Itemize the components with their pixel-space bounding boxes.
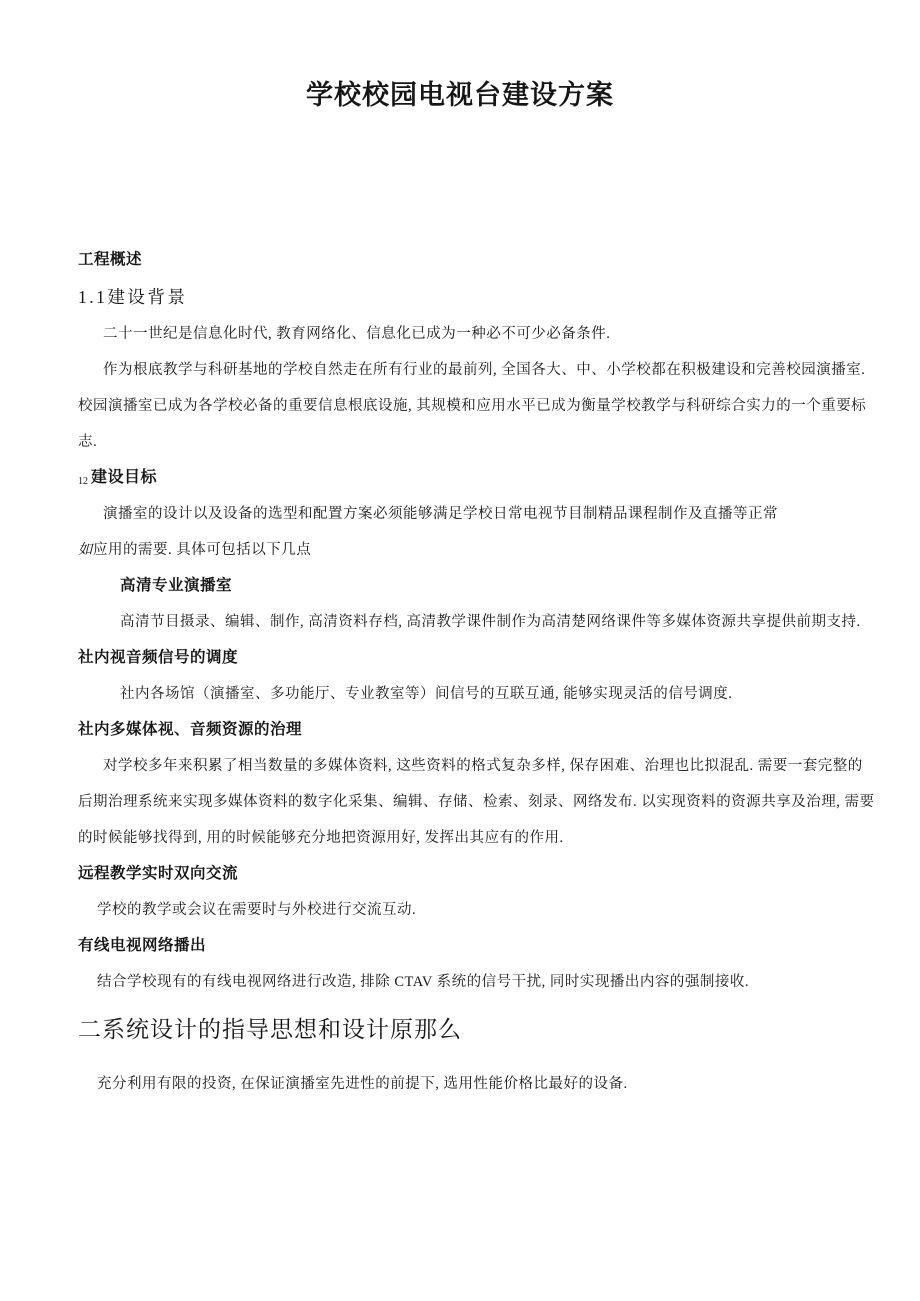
paragraph-remote-teaching: 学校的教学或会议在需要时与外校进行交流互动. bbox=[97, 902, 417, 918]
heading-remote-teaching: 远程教学实时双向交流 bbox=[78, 865, 239, 882]
paragraph-catv-broadcast: 结合学校现有的有线电视网络进行改造, 排除 CTAV 系统的信号干扰, 同时实现播出内容的强制接收. bbox=[97, 974, 750, 990]
document-body bbox=[0, 242, 920, 1102]
heading-goal-number: 12 bbox=[78, 476, 88, 487]
paragraph-media-line-3: 的时候能够找得到, 用的时候能够充分地把资源用好, 发挥出其应有的作用. bbox=[78, 830, 564, 846]
paragraph-media-line-1: 对学校多年来积累了相当数量的多媒体资料, 这些资料的格式复杂多样, 保存困难、治理也比拟混乱. 需要一套完整的 bbox=[103, 758, 863, 774]
paragraph-background-line-3: 校园演播室已成为各学校必备的重要信息根底设施, 其规模和应用水平已成为衡量学校教学与科研综合实力的一个重要标 bbox=[78, 398, 867, 414]
paragraph-signal-dispatch: 社内各场馆（演播室、多功能厅、专业教室等）间信号的互联互通, 能够实现灵活的信号调度. bbox=[120, 686, 733, 702]
paragraph-background-line-4: 志. bbox=[78, 434, 98, 450]
heading-2-design-principles: 二系统设计的指导思想和设计原那么 bbox=[78, 1017, 462, 1042]
paragraph-background-line-2: 作为根底教学与科研基地的学校自然走在所有行业的最前列, 全国各大、中、小学校都在积极建设和完善校园演播室. bbox=[103, 362, 866, 378]
document-title: 学校校园电视台建设方案 bbox=[306, 80, 614, 110]
paragraph-goal-italic-prefix: 如 bbox=[78, 542, 93, 558]
paragraph-goal-line-2-rest: 应用的需要. 具体可包括以下几点 bbox=[93, 542, 312, 558]
paragraph-background-line-1: 二十一世纪是信息化时代, 教育网络化、信息化已成为一种必不可少必备条件. bbox=[103, 326, 611, 342]
heading-catv-broadcast: 有线电视网络播出 bbox=[78, 937, 207, 954]
paragraph-hd-studio: 高清节目摄录、编辑、制作, 高清资料存档, 高清教学课件制作为高清楚网络课件等多媒体资源共享提供前期支持. bbox=[120, 614, 861, 630]
heading-goal-label: 建设目标 bbox=[91, 469, 158, 486]
heading-project-overview: 工程概述 bbox=[78, 251, 143, 268]
paragraph-media-line-2: 后期治理系统来实现多媒体资料的数字化采集、编辑、存储、检索、刻录、网络发布. 以实现资料的资源共享及治理, 需要 bbox=[78, 794, 875, 810]
heading-signal-dispatch: 社内视音频信号的调度 bbox=[78, 649, 239, 666]
paragraph-design-principles: 充分利用有限的投资, 在保证演播室先进性的前提下, 选用性能价格比最好的设备. bbox=[97, 1076, 628, 1092]
paragraph-goal-line-1: 演播室的设计以及设备的选型和配置方案必须能够满足学校日常电视节目制精品课程制作及直播等正常 bbox=[103, 506, 778, 522]
heading-1-1-background: 1.1建设背景 bbox=[78, 287, 188, 307]
heading-media-management: 社内多媒体视、音频资源的治理 bbox=[78, 721, 303, 738]
paragraph-goal-line-2 bbox=[78, 532, 862, 568]
heading-1-2-goals bbox=[78, 460, 862, 496]
heading-hd-studio: 高清专业演播室 bbox=[120, 577, 233, 594]
